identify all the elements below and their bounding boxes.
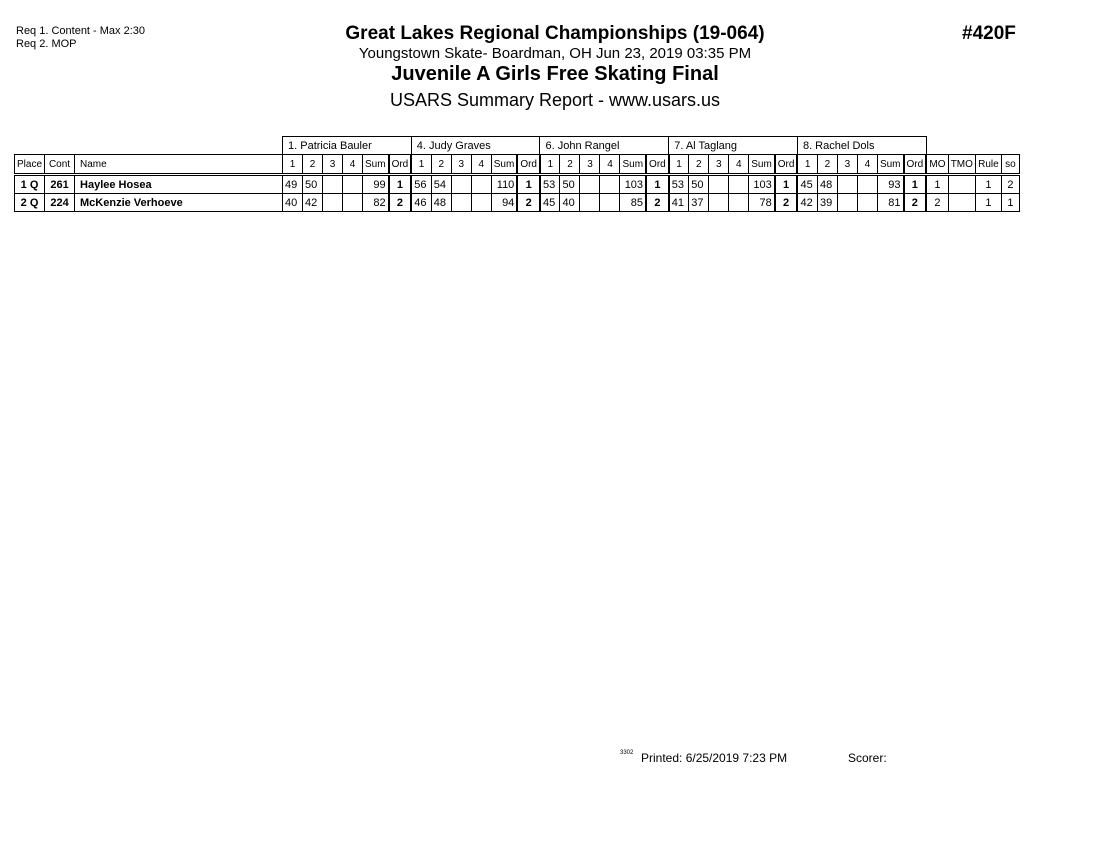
score-cell [600,194,620,212]
score-cell [709,175,729,194]
header-score: 3 [580,155,600,175]
sum-cell: 94 [491,194,517,212]
contestant-number-cell: 261 [45,175,75,194]
printed-timestamp: Printed: 6/25/2019 7:23 PM [641,751,788,765]
event-number: #420F [962,23,1016,44]
footer-code: 3302 [620,750,634,756]
place-cell: 2 Q [15,194,45,212]
header-ord: Ord [646,155,669,175]
judge-name: 6. John Rangel [540,137,669,155]
rule-cell: 1 [975,194,1001,212]
header-score: 3 [323,155,343,175]
sum-cell: 85 [620,194,646,212]
sum-cell: 82 [363,194,389,212]
score-cell: 40 [283,194,303,212]
score-cell: 49 [283,175,303,194]
header-score: 3 [837,155,857,175]
score-cell: 50 [560,175,580,194]
score-cell: 46 [411,194,431,212]
header-sum: Sum [877,155,903,175]
header-score: 2 [303,155,323,175]
event-title: Juvenile A Girls Free Skating Final [391,63,719,85]
score-cell: 50 [303,175,323,194]
sum-cell: 110 [491,175,517,194]
score-cell [451,175,471,194]
judge-name: 1. Patricia Bauler [283,137,412,155]
score-cell [451,194,471,212]
header-so: so [1001,155,1019,175]
header-score: 1 [540,155,560,175]
score-cell [837,194,857,212]
ordinal-cell: 2 [775,194,798,212]
judge-name: 7. Al Taglang [669,137,798,155]
tmo-cell [948,175,975,194]
judge-name: 8. Rachel Dols [797,137,926,155]
contestant-number-cell: 224 [45,194,75,212]
score-cell: 56 [411,175,431,194]
score-cell [837,175,857,194]
header-score: 2 [689,155,709,175]
header-score: 1 [283,155,303,175]
ordinal-cell: 1 [904,175,927,194]
header-score: 4 [729,155,749,175]
header-name: Name [75,155,283,175]
ordinal-cell: 1 [646,175,669,194]
score-cell: 39 [817,194,837,212]
requirement-1: Req 1. Content - Max 2:30 [16,25,146,37]
ordinal-cell: 2 [517,194,540,212]
header-score: 4 [343,155,363,175]
score-cell: 50 [689,175,709,194]
place-cell: 1 Q [15,175,45,194]
table-row [15,175,1020,194]
score-cell: 42 [303,194,323,212]
score-cell: 45 [540,194,560,212]
score-cell [343,175,363,194]
score-cell [729,175,749,194]
score-cell: 53 [669,175,689,194]
score-cell [323,175,343,194]
ordinal-cell: 2 [646,194,669,212]
score-cell [323,194,343,212]
score-cell: 40 [560,194,580,212]
score-cell: 53 [540,175,560,194]
score-cell [600,175,620,194]
header-ord: Ord [775,155,798,175]
report-title: USARS Summary Report - www.usars.us [389,90,721,110]
header-place: Place [15,155,45,175]
header-score: 2 [560,155,580,175]
header-score: 3 [709,155,729,175]
header-tmo: TMO [948,155,975,175]
sum-cell: 81 [877,194,903,212]
column-header-row [15,155,1020,175]
header-rule: Rule [975,155,1001,175]
score-cell [729,194,749,212]
header-cont: Cont [45,155,75,175]
ordinal-cell: 2 [389,194,412,212]
header-mo: MO [926,155,948,175]
header-sum: Sum [491,155,517,175]
judges-header-row [15,137,1020,155]
header-ord: Ord [389,155,412,175]
ordinal-cell: 2 [904,194,927,212]
score-cell [580,194,600,212]
header-score: 1 [411,155,431,175]
table-row [15,194,1020,212]
scorer-label: Scorer: [848,751,887,765]
so-cell: 2 [1001,175,1019,194]
header-ord: Ord [517,155,540,175]
mo-cell: 1 [926,175,948,194]
sum-cell: 103 [749,175,775,194]
header-ord: Ord [904,155,927,175]
score-cell: 45 [797,175,817,194]
score-cell: 37 [689,194,709,212]
header-score: 1 [669,155,689,175]
header-sum: Sum [620,155,646,175]
venue-datetime: Youngstown Skate- Boardman, OH Jun 23, 2019 03:35 PM [358,45,752,62]
header-score: 2 [817,155,837,175]
score-cell: 48 [431,194,451,212]
so-cell: 1 [1001,194,1019,212]
judge-name: 4. Judy Graves [411,137,540,155]
score-cell [471,175,491,194]
skater-name-cell: McKenzie Verhoeve [75,194,283,212]
score-cell [471,194,491,212]
score-cell: 48 [817,175,837,194]
score-cell: 42 [797,194,817,212]
score-cell [580,175,600,194]
header-score: 3 [451,155,471,175]
competition-title: Great Lakes Regional Championships (19-064) [345,23,765,44]
sum-cell: 103 [620,175,646,194]
header-score: 4 [600,155,620,175]
tmo-cell [948,194,975,212]
header-score: 4 [471,155,491,175]
header-sum: Sum [749,155,775,175]
header-score: 1 [797,155,817,175]
header-sum: Sum [363,155,389,175]
header-score: 4 [857,155,877,175]
results-table [14,136,1020,212]
score-cell: 41 [669,194,689,212]
sum-cell: 78 [749,194,775,212]
score-cell: 54 [431,175,451,194]
score-cell [857,175,877,194]
ordinal-cell: 1 [517,175,540,194]
header-score: 2 [431,155,451,175]
mo-cell: 2 [926,194,948,212]
ordinal-cell: 1 [389,175,412,194]
skater-name-cell: Haylee Hosea [75,175,283,194]
sum-cell: 99 [363,175,389,194]
ordinal-cell: 1 [775,175,798,194]
sum-cell: 93 [877,175,903,194]
score-cell [709,194,729,212]
score-cell [343,194,363,212]
score-cell [857,194,877,212]
rule-cell: 1 [975,175,1001,194]
requirement-2: Req 2. MOP [16,38,77,50]
